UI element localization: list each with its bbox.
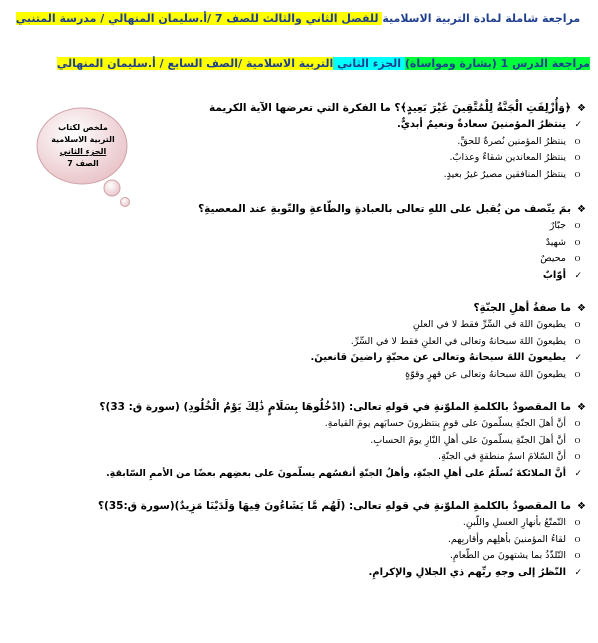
options-list xyxy=(40,218,588,284)
circle-bullet-icon: ｏ xyxy=(572,153,582,163)
option-item xyxy=(40,167,582,184)
option-item xyxy=(40,367,582,384)
option-text: التّمتّعُ بأنهارِ العسلِ واللّبنِ. xyxy=(462,517,566,528)
option-item xyxy=(40,515,582,532)
option-text: لقاءُ المؤمنينَ بأهلِهم وأقاربِهم. xyxy=(447,533,566,545)
circle-bullet-icon: ｏ xyxy=(572,518,582,528)
option-item xyxy=(40,548,582,565)
circle-bullet-icon: ｏ xyxy=(572,237,582,248)
check-icon: ✓ xyxy=(574,468,582,479)
option-item xyxy=(40,218,582,235)
option-item xyxy=(40,317,582,334)
option-item xyxy=(40,268,582,285)
option-item xyxy=(40,466,582,483)
circle-bullet-icon: ｏ xyxy=(572,221,582,231)
options-list xyxy=(40,416,588,482)
badge-line-2: التربية الاسلامية xyxy=(51,135,115,144)
question-1 xyxy=(40,100,588,117)
option-text: يطيعونَ اللهَ سبحانهُ وتعالى عن محبّةٍ راضينَ قانعينَ. xyxy=(310,352,566,363)
circle-bullet-icon: ｏ xyxy=(572,419,582,429)
check-icon: ✓ xyxy=(574,270,582,281)
option-text: أوّابٌ xyxy=(542,269,566,281)
header-grade: للفصل الثاني والثالث للصف 7 xyxy=(214,12,383,25)
badge-line-4: الصف 7 xyxy=(67,159,99,168)
option-text: أنَّ أهلَ الجنّةِ يسلّمونَ على أهلِ النّارِ يومَ الحسابِ. xyxy=(370,434,566,446)
option-item xyxy=(40,532,582,549)
lesson-part: الجزء الثاني xyxy=(333,57,405,70)
check-icon: ✓ xyxy=(574,353,582,363)
header-title: مراجعة شاملة لمادة التربية الاسلامية xyxy=(382,12,581,25)
option-text: يطيعونَ اللهَ سبحانهُ وتعالى في العلنِ فقط لا في السِّرِّ. xyxy=(350,335,566,347)
circle-bullet-icon: ｏ xyxy=(572,336,582,347)
badge-line-1: ملخص لكتاب xyxy=(58,123,108,132)
options-list xyxy=(40,515,588,581)
question-3 xyxy=(40,300,588,317)
option-item xyxy=(40,334,582,351)
option-item xyxy=(40,449,582,466)
option-item xyxy=(40,433,582,450)
option-text: جبّارٌ xyxy=(549,220,566,231)
options-list xyxy=(40,317,588,383)
option-item xyxy=(40,251,582,268)
lesson-number: مراجعة الدرس 1 xyxy=(496,57,590,70)
option-item xyxy=(40,235,582,252)
option-item xyxy=(40,416,582,433)
option-text: أنَّ السّلامَ اسمُ منطقةٍ في الجنّةِ. xyxy=(438,451,566,462)
question-text: ﴿وَأُزْلِفَتِ الْجَنَّةُ لِلْمُتَّقِينَ غَيْرَ بَعِيدٍ﴾؟ ما الفكرة التي تعرضها الآية الكريمة xyxy=(208,102,572,114)
circle-bullet-icon: ｏ xyxy=(572,136,582,147)
badge-line-3: الجزء الثاني xyxy=(59,147,107,156)
diamond-icon: ❖ xyxy=(577,103,586,114)
option-item xyxy=(40,565,582,582)
option-text: أنَّ أهلَ الجنّةِ يسلّمونَ على قومٍ ينتظرونَ حسابَهم يومَ القيامةِ. xyxy=(324,418,566,429)
option-text: أنَّ الملائكةَ تُسلّمُ على أهلِ الجنّةِ، وأهلُ الجنّةِ أنفسُهم يسلّمونَ على بعضِهم بعضًا من الأممِ السّابقةِ. xyxy=(106,467,566,479)
circle-bullet-icon: ｏ xyxy=(572,169,582,180)
document-header xyxy=(6,9,590,29)
option-item xyxy=(40,134,582,151)
diamond-icon: ❖ xyxy=(577,402,586,413)
question-2 xyxy=(40,201,588,218)
question-text: ما صفةُ أهلِ الجنّةِ؟ xyxy=(473,302,572,314)
question-text: ما المقصودُ بالكلمةِ الملوّنةِ في قولهِ تعالى: (لَهُم مَّا يَشَاءُونَ فِيهَا وَلَدَيْنَا مَزِيدٌ)(سورة ق:35)؟ xyxy=(97,500,572,512)
circle-bullet-icon: ｏ xyxy=(572,551,582,561)
diamond-icon: ❖ xyxy=(577,501,586,512)
option-text: التّلذّذُ بما يشتهونَ من الطّعامِ. xyxy=(449,550,566,561)
circle-bullet-icon: ｏ xyxy=(572,254,582,264)
question-5 xyxy=(40,498,588,515)
check-icon: ✓ xyxy=(574,567,582,578)
question-text: ما المقصودُ بالكلمةِ الملوّنةِ في قولهِ تعالى: (ادْخُلُوهَا بِسَلَامٍ ذَٰلِكَ يَوْمُ الْخُلُودِ) (سورة ق: 33)؟ xyxy=(99,401,572,413)
option-text: شهيدٌ xyxy=(545,236,566,248)
circle-bullet-icon: ｏ xyxy=(572,320,582,330)
lesson-subject: التربية الاسلامية /الصف السابع / أ.سليمان المنهالي xyxy=(56,57,334,70)
circle-bullet-icon: ｏ xyxy=(572,369,582,380)
circle-bullet-icon: ｏ xyxy=(572,452,582,462)
options-list xyxy=(40,117,588,183)
question-text: بمَ يتّصف من يُقبل على اللهِ تعالى بالعبادةِ والطّاعةِ والتّوبةِ عند المعصيةِ؟ xyxy=(198,203,572,215)
questions-list xyxy=(40,100,588,581)
diamond-icon: ❖ xyxy=(577,204,586,215)
diamond-icon: ❖ xyxy=(577,303,586,314)
option-item xyxy=(40,150,582,167)
lesson-title xyxy=(56,54,590,74)
option-text: ينتظرُ المنافقين مصيرٌ غيرُ بعيدٍ. xyxy=(443,168,566,180)
question-4 xyxy=(40,399,588,416)
circle-bullet-icon: ｏ xyxy=(572,534,582,545)
option-text: ينتظرُ المعاندين شقاءٌ وعذابٌ. xyxy=(449,152,566,163)
lesson-name: (بشارة ومواساة) xyxy=(404,57,497,70)
check-icon: ✓ xyxy=(574,120,582,130)
option-text: يطيعونَ اللهَ سبحانهُ وتعالى عن قهرٍ وقوّةٍ xyxy=(405,368,566,380)
option-item xyxy=(40,117,582,134)
option-text: محيصٌ xyxy=(540,253,566,264)
option-text: النّظرُ إلى وجهِ ربِّهم ذي الجلالِ والإكرامِ. xyxy=(368,566,566,578)
option-text: ينتظرُ المؤمنينَ سعادةٌ ونعيمٌ أبديٌّ. xyxy=(396,119,566,130)
option-text: ينتظرُ المؤمنين نُصرةٌ للحقِّ. xyxy=(457,135,566,147)
circle-bullet-icon: ｏ xyxy=(572,435,582,446)
option-item xyxy=(40,350,582,367)
option-text: يطيعونَ اللهَ في السِّرِّ فقط لا في العلنِ xyxy=(412,319,566,330)
header-teacher-school: /أ.سليمان المنهالي / مدرسة المتنبي xyxy=(15,12,215,25)
